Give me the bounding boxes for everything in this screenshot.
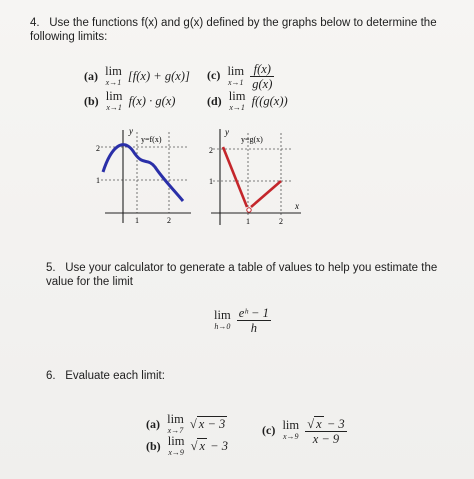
part-label: (b) <box>84 93 99 108</box>
limit-fraction <box>305 416 346 446</box>
question-5 <box>46 261 446 289</box>
question-text: Evaluate each limit: <box>65 370 165 382</box>
limit-operator: lim x→1 <box>227 63 245 87</box>
gridlines <box>101 132 189 213</box>
question-6 <box>46 369 346 383</box>
q5-limit <box>214 306 271 335</box>
sqrt-sign: √ <box>307 417 315 431</box>
sqrt-sign: √ <box>190 438 198 453</box>
numerator-tail: − 3 <box>326 417 345 431</box>
x-tick-label: 2 <box>279 217 283 226</box>
radicand: x <box>316 417 322 431</box>
limit-expression: f((g(x)) <box>251 93 288 108</box>
function-label: y=g(x) <box>241 135 263 144</box>
y-tick-label: 1 <box>96 176 100 185</box>
x-tick-label: 1 <box>135 216 139 225</box>
f-curve <box>103 145 183 201</box>
g-left-branch <box>223 147 247 207</box>
denominator: x − 9 <box>312 432 340 446</box>
limit-fraction: $\frac{f(x)}{g(x)}$ <box>252 62 273 91</box>
limit-operator: lim x→9 <box>282 418 300 441</box>
limit-operator: lim x→7 <box>167 412 184 435</box>
part-label: (a) <box>84 68 98 83</box>
gridlines <box>213 133 293 215</box>
question-number: 5. <box>46 262 56 274</box>
question-number: 4. <box>30 17 40 29</box>
part-6b <box>146 436 228 458</box>
y-axis-label: y <box>225 127 229 137</box>
open-circle <box>247 208 251 212</box>
limit-operator: lim x→1 <box>105 64 122 87</box>
y-axis-label: y <box>129 127 133 136</box>
y-tick-label: 2 <box>209 146 213 155</box>
part-6a <box>146 414 227 436</box>
graph-f <box>93 127 193 227</box>
graph-g <box>203 127 303 229</box>
part-label: (d) <box>207 93 222 108</box>
limit-operator: lim x→9 <box>167 434 185 457</box>
expression-tail: − 3 <box>210 438 228 453</box>
question-4 <box>30 16 445 44</box>
limit-operator: lim x→1 <box>105 89 123 112</box>
part-6c <box>262 416 347 446</box>
part-4b <box>84 91 175 113</box>
y-tick-label: 1 <box>209 177 213 186</box>
part-4d <box>207 91 288 113</box>
x-tick-label: 1 <box>246 217 250 226</box>
limit-fraction: $\frac{\text{eʰ − 1}}{h}$ <box>238 306 269 335</box>
part-4a <box>84 66 190 88</box>
g-right-branch <box>251 181 281 207</box>
radicand: x − 3 <box>198 416 226 431</box>
question-text: Use your calculator to generate a table of values to help you estimate the value for the limit <box>46 262 438 288</box>
limit-expression: [f(x) + g(x)] <box>127 68 190 83</box>
radicand: x <box>199 438 206 453</box>
x-tick-label: 2 <box>167 216 171 225</box>
limit-operator: lim h→0 <box>214 307 231 331</box>
limit-operator: lim x→1 <box>228 89 246 112</box>
part-label: (b) <box>146 438 161 453</box>
sqrt-sign: √ <box>189 416 197 431</box>
part-label: (c) <box>207 68 221 83</box>
part-label: (a) <box>146 416 160 431</box>
function-label: y=f(x) <box>141 135 162 144</box>
part-label: (c) <box>262 422 276 437</box>
part-4c <box>207 62 274 91</box>
question-text: Use the functions f(x) and g(x) defined by the graphs below to determine the following limits: <box>30 17 437 43</box>
question-number: 6. <box>46 370 56 382</box>
limit-expression: f(x) · g(x) <box>128 93 176 108</box>
x-axis-label: x <box>295 201 299 211</box>
y-tick-label: 2 <box>96 144 100 153</box>
